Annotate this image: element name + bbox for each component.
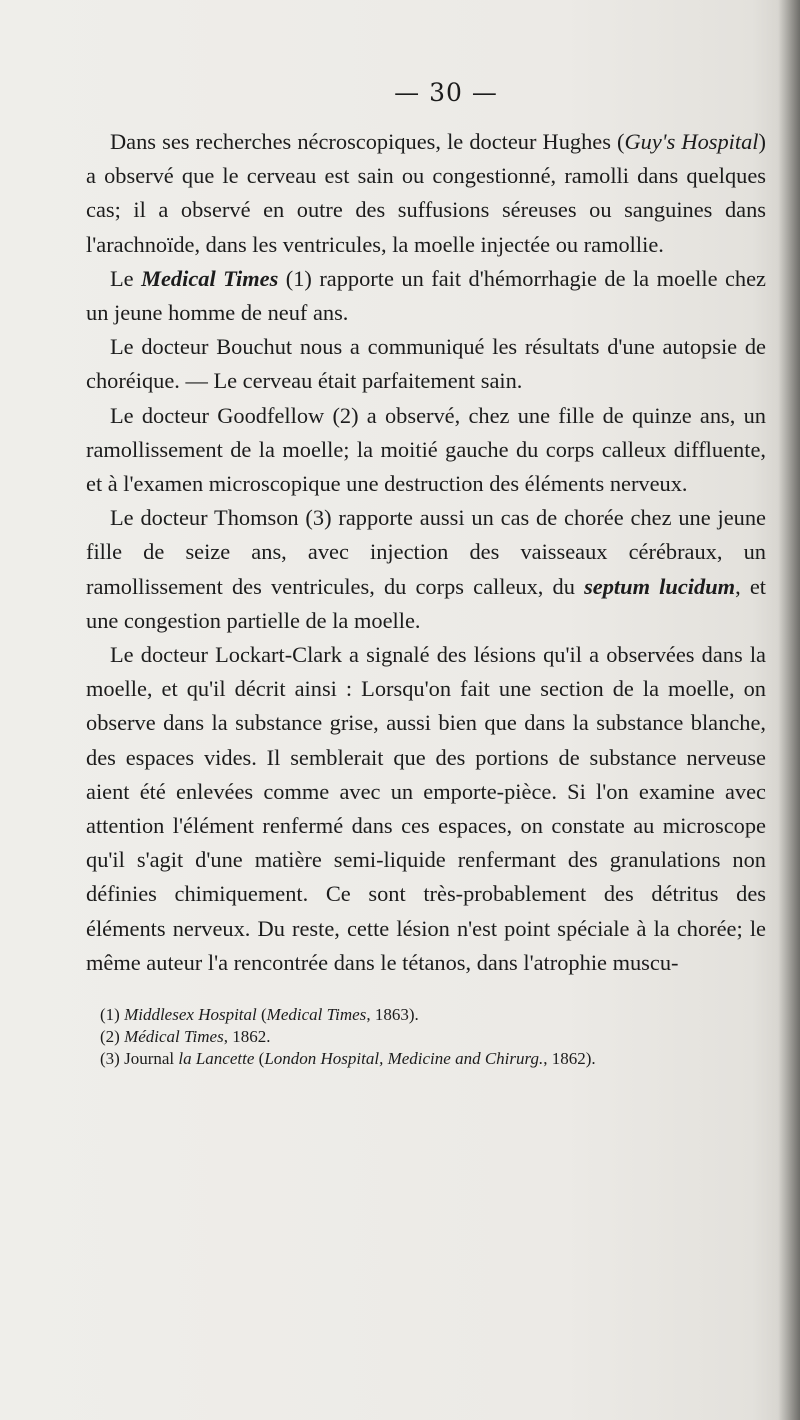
text-run: (	[254, 1049, 265, 1069]
text-run: , 1862.	[223, 1027, 271, 1047]
paragraph	[86, 330, 766, 398]
text-run: Dans ses recherches nécroscopiques, le docteur Hughes (	[110, 129, 625, 154]
page-number: — 30 —	[394, 78, 498, 107]
paragraph	[86, 399, 766, 502]
page-edge-shadow	[778, 0, 800, 1420]
emphasis-text: la Lancette	[178, 1049, 255, 1069]
text-run: (2)	[100, 1027, 125, 1047]
page-content	[86, 78, 766, 1070]
text-run: (3) Journal	[100, 1049, 179, 1069]
emphasis-text: Middlesex Hospital	[124, 1005, 257, 1025]
emphasis-text: Médical Times	[124, 1027, 224, 1047]
paragraph	[86, 262, 766, 330]
text-run: Le docteur Lockart-Clark a signalé des lésions qu'il a observées dans la moelle, et qu'il décrit ainsi : Lorsqu'on fait une section de la moelle, on observe dans la substance grise, aussi bien que dans la substance blanche, des espaces vides. Il semblerait que des portions de substance nerveuse aient été enlevées comme avec un emporte-pièce. Si l'on examine avec attention l'élément renfermé dans ces espaces, on constate au microscope qu'il s'agit d'une matière semi-liquide renfermant des granulations non définies chimiquement. Ce sont très-probablement des détritus des éléments nerveux. Du reste, cette lésion n'est point spéciale à la chorée; le même auteur l'a rencontrée dans le tétanos, dans l'atrophie muscu-	[86, 642, 766, 975]
text-run: Le docteur Bouchut nous a communiqué les résultats d'une autopsie de choréique. — Le cerveau était parfaitement sain.	[86, 334, 766, 394]
emphasis-text: septum lucidum	[584, 573, 736, 599]
text-run: (1) rapporte un fait d'hémorrhagie de la moelle chez un jeune homme de neuf ans.	[86, 265, 766, 326]
text-run: (1)	[100, 1005, 125, 1025]
emphasis-text: Medical Times	[266, 1005, 367, 1025]
text-run: Le docteur Thomson (3) rapporte aussi un cas de chorée chez une jeune fille de seize ans, avec injection des vaisseaux cérébraux, un ramollissement des ventricules, du corps calleux, du	[86, 505, 766, 599]
emphasis-text: London Hospital, Medicine and Chirurg.	[264, 1049, 544, 1069]
footnotes	[86, 1004, 766, 1070]
text-run: , et une congestion partielle de la moelle.	[86, 573, 766, 633]
text-run: Le	[110, 265, 142, 291]
paragraph	[86, 501, 766, 638]
text-run: ) a observé que le cerveau est sain ou congestionné, ramolli dans quelques cas; il a observé en outre des suffusions séreuses ou sanguines dans l'arachnoïde, dans les ventricules, la moelle injectée ou ramollie.	[86, 129, 766, 257]
footnote	[86, 1026, 766, 1048]
text-run: (	[256, 1005, 267, 1025]
paragraph	[86, 125, 766, 262]
emphasis-text: Medical Times	[141, 265, 279, 291]
footnote	[86, 1004, 766, 1026]
footnote	[86, 1048, 766, 1070]
paragraph	[86, 638, 766, 980]
text-run: , 1863).	[366, 1005, 419, 1025]
body-text	[86, 125, 766, 980]
emphasis-text: Guy's Hospital	[624, 129, 759, 154]
text-run: Le docteur Goodfellow (2) a observé, chez une fille de quinze ans, un ramollissement de la moelle; la moitié gauche du corps calleux diffluente, et à l'examen microscopique une destruction des éléments nerveux.	[86, 402, 766, 497]
text-run: , 1862).	[543, 1049, 596, 1069]
